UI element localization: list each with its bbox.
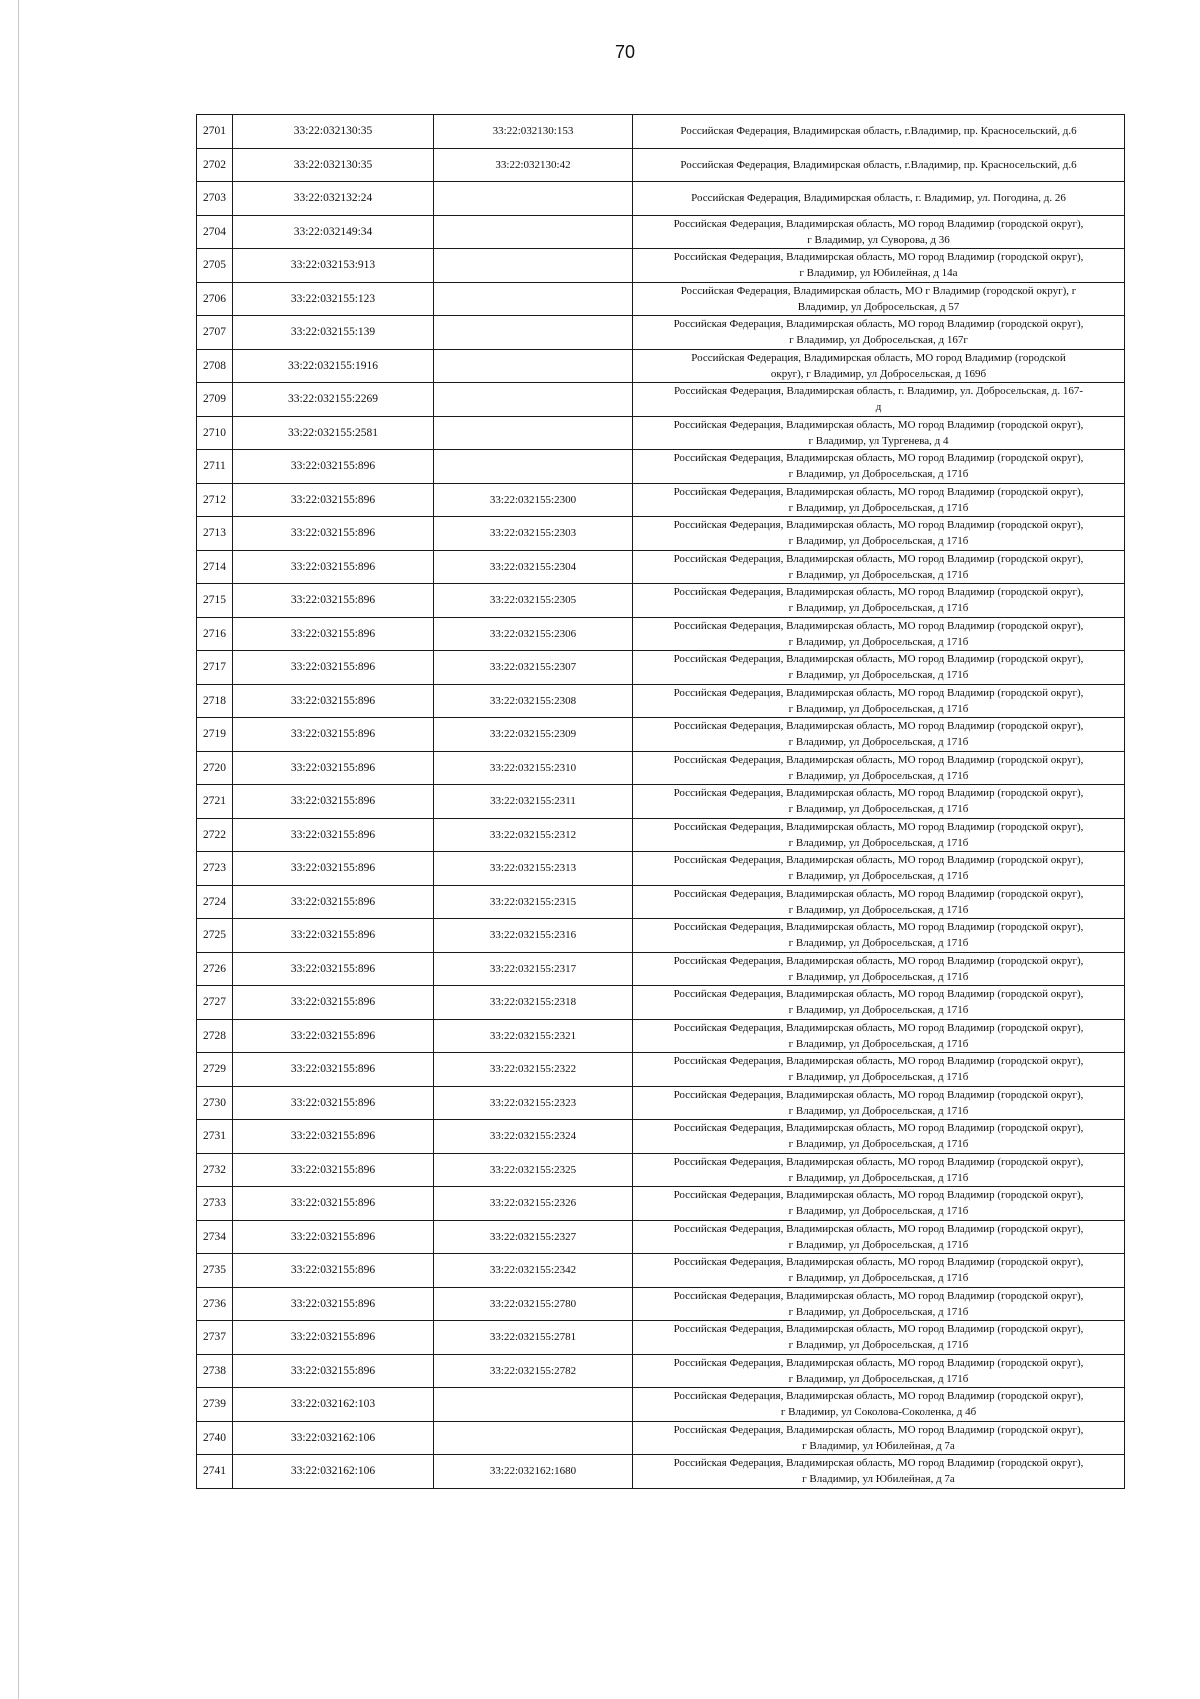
address-cell <box>633 1321 1125 1355</box>
address-cell <box>633 517 1125 551</box>
table-row <box>197 1120 1125 1154</box>
address-line-1: Российская Федерация, Владимирская область, г. Владимир, ул. Добросельская, д. 167- <box>673 385 1084 398</box>
table-row <box>197 584 1125 618</box>
address-line-1: Российская Федерация, Владимирская область, МО город Владимир (городской округ), <box>673 887 1084 900</box>
address-line-2: г Владимир, ул Добросельская, д 171б <box>788 468 969 481</box>
address-line-2: г Владимир, ул Добросельская, д 171б <box>788 568 969 581</box>
table-row <box>197 885 1125 919</box>
address-cell <box>633 1220 1125 1254</box>
address-cell <box>633 1421 1125 1455</box>
cadastral-number-cell: 33:22:032155:896 <box>233 1287 434 1321</box>
address-cell <box>633 952 1125 986</box>
address-line-2: округ), г Владимир, ул Добросельская, д 169б <box>770 367 987 380</box>
row-number-cell: 2701 <box>197 115 233 149</box>
cadastral-number-cell: 33:22:032155:896 <box>233 584 434 618</box>
address-cell <box>633 718 1125 752</box>
address-line-2: г Владимир, ул Юбилейная, д 14а <box>799 267 958 280</box>
address-cell <box>633 383 1125 417</box>
row-number-cell: 2704 <box>197 215 233 249</box>
address-line-1: Российская Федерация, Владимирская область, МО город Владимир (городской округ), <box>673 519 1084 532</box>
table-row <box>197 383 1125 417</box>
table-row <box>197 349 1125 383</box>
cadastral-number-cell: 33:22:032149:34 <box>233 215 434 249</box>
address-line-2: г Владимир, ул Добросельская, д 171б <box>788 1272 969 1285</box>
scan-edge-line <box>18 0 19 1699</box>
row-number-cell: 2727 <box>197 986 233 1020</box>
address-line-1: Российская Федерация, Владимирская область, МО город Владимир (городской округ), <box>673 1457 1084 1470</box>
address-line-2: г Владимир, ул Добросельская, д 171б <box>788 702 969 715</box>
address-cell <box>633 919 1125 953</box>
table-row <box>197 249 1125 283</box>
cadastral-number-cell: 33:22:032162:106 <box>233 1455 434 1489</box>
object-number-cell: 33:22:032155:2323 <box>434 1086 633 1120</box>
address-line-2: г Владимир, ул Добросельская, д 171б <box>788 1104 969 1117</box>
object-number-cell: 33:22:032155:2310 <box>434 751 633 785</box>
row-number-cell: 2712 <box>197 483 233 517</box>
table-row <box>197 919 1125 953</box>
object-number-cell: 33:22:032155:2304 <box>434 550 633 584</box>
address-cell <box>633 1287 1125 1321</box>
address-cell <box>633 1086 1125 1120</box>
cadastral-number-cell: 33:22:032155:896 <box>233 517 434 551</box>
row-number-cell: 2720 <box>197 751 233 785</box>
cadastral-number-cell: 33:22:032155:896 <box>233 1354 434 1388</box>
object-number-cell: 33:22:032155:2782 <box>434 1354 633 1388</box>
address-cell <box>633 182 1125 216</box>
address-line-2: г Владимир, ул Добросельская, д 171б <box>788 970 969 983</box>
address-line-1: Российская Федерация, Владимирская область, МО город Владимир (городской округ), <box>673 988 1084 1001</box>
cadastral-number-cell: 33:22:032155:139 <box>233 316 434 350</box>
address-line-1: Российская Федерация, Владимирская область, МО город Владимир (городской округ), <box>673 954 1084 967</box>
cadastral-number-cell: 33:22:032155:896 <box>233 818 434 852</box>
table-row <box>197 215 1125 249</box>
address-line-2: г Владимир, ул Добросельская, д 171б <box>788 1305 969 1318</box>
table-row <box>197 751 1125 785</box>
table-row <box>197 785 1125 819</box>
object-number-cell: 33:22:032155:2327 <box>434 1220 633 1254</box>
row-number-cell: 2741 <box>197 1455 233 1489</box>
address-line-2: г Владимир, ул Добросельская, д 171б <box>788 903 969 916</box>
address-cell <box>633 215 1125 249</box>
address-line-2: г Владимир, ул Соколова-Соколенка, д 4б <box>780 1406 977 1419</box>
object-number-cell: 33:22:032155:2307 <box>434 651 633 685</box>
page-number: 70 <box>614 42 636 62</box>
address-line-1: Российская Федерация, Владимирская область, МО город Владимир (городской округ), <box>673 1289 1084 1302</box>
cadastral-number-cell: 33:22:032155:896 <box>233 986 434 1020</box>
address-line-1: Российская Федерация, Владимирская область, г.Владимир, пр. Красносельский, д.6 <box>680 125 1077 138</box>
object-number-cell: 33:22:032155:2300 <box>434 483 633 517</box>
object-number-cell: 33:22:032155:2324 <box>434 1120 633 1154</box>
row-number-cell: 2707 <box>197 316 233 350</box>
row-number-cell: 2709 <box>197 383 233 417</box>
object-number-cell: 33:22:032155:2315 <box>434 885 633 919</box>
address-line-2: г Владимир, ул Добросельская, д 171б <box>788 669 969 682</box>
row-number-cell: 2706 <box>197 282 233 316</box>
row-number-cell: 2714 <box>197 550 233 584</box>
object-number-cell: 33:22:032130:153 <box>434 115 633 149</box>
row-number-cell: 2716 <box>197 617 233 651</box>
cadastral-number-cell: 33:22:032155:896 <box>233 617 434 651</box>
object-number-cell: 33:22:032155:2317 <box>434 952 633 986</box>
address-line-1: Российская Федерация, Владимирская область, МО город Владимир (городской округ), <box>673 1423 1084 1436</box>
address-line-1: Российская Федерация, Владимирская область, МО город Владимир (городской округ), <box>673 686 1084 699</box>
object-number-cell: 33:22:032155:2322 <box>434 1053 633 1087</box>
row-number-cell: 2734 <box>197 1220 233 1254</box>
address-cell <box>633 483 1125 517</box>
cadastral-number-cell: 33:22:032155:1916 <box>233 349 434 383</box>
row-number-cell: 2702 <box>197 148 233 182</box>
cadastral-number-cell: 33:22:032155:896 <box>233 483 434 517</box>
cadastral-number-cell: 33:22:032155:896 <box>233 651 434 685</box>
address-cell <box>633 550 1125 584</box>
row-number-cell: 2713 <box>197 517 233 551</box>
address-cell <box>633 316 1125 350</box>
cadastral-number-cell: 33:22:032153:913 <box>233 249 434 283</box>
object-number-cell <box>434 1388 633 1422</box>
address-line-2: г Владимир, ул Тургенева, д 4 <box>808 434 949 447</box>
cadastral-number-cell: 33:22:032155:896 <box>233 684 434 718</box>
registry-table-body <box>197 115 1125 1489</box>
address-cell <box>633 450 1125 484</box>
address-line-2: г Владимир, ул Добросельская, д 171б <box>788 1372 969 1385</box>
address-line-2: г Владимир, ул Добросельская, д 171б <box>788 836 969 849</box>
row-number-cell: 2733 <box>197 1187 233 1221</box>
table-row <box>197 1388 1125 1422</box>
address-line-1: Российская Федерация, Владимирская область, МО город Владимир (городской округ), <box>673 418 1084 431</box>
address-line-2: г Владимир, ул Суворова, д 36 <box>807 233 950 246</box>
object-number-cell <box>434 215 633 249</box>
address-cell <box>633 986 1125 1020</box>
cadastral-number-cell: 33:22:032155:896 <box>233 1053 434 1087</box>
cadastral-number-cell: 33:22:032155:896 <box>233 885 434 919</box>
address-cell <box>633 1254 1125 1288</box>
cadastral-number-cell: 33:22:032155:896 <box>233 751 434 785</box>
table-row <box>197 550 1125 584</box>
table-row <box>197 1254 1125 1288</box>
address-line-1: Российская Федерация, Владимирская область, МО город Владимир (городской округ), <box>673 1323 1084 1336</box>
table-row <box>197 818 1125 852</box>
cadastral-number-cell: 33:22:032132:24 <box>233 182 434 216</box>
address-cell <box>633 249 1125 283</box>
object-number-cell: 33:22:032155:2325 <box>434 1153 633 1187</box>
address-line-1: Российская Федерация, Владимирская область, МО город Владимир (городской округ), <box>673 1088 1084 1101</box>
address-cell <box>633 1120 1125 1154</box>
address-cell <box>633 1388 1125 1422</box>
object-number-cell: 33:22:032155:2303 <box>434 517 633 551</box>
address-line-2: г Владимир, ул Юбилейная, д 7а <box>802 1473 955 1486</box>
table-row <box>197 852 1125 886</box>
address-line-2: г Владимир, ул Добросельская, д 171б <box>788 937 969 950</box>
address-line-2: г Владимир, ул Добросельская, д 167г <box>789 334 968 347</box>
table-row <box>197 1153 1125 1187</box>
table-row <box>197 115 1125 149</box>
address-cell <box>633 684 1125 718</box>
table-row <box>197 617 1125 651</box>
object-number-cell <box>434 450 633 484</box>
row-number-cell: 2740 <box>197 1421 233 1455</box>
cadastral-number-cell: 33:22:032155:896 <box>233 450 434 484</box>
object-number-cell: 33:22:032155:2316 <box>434 919 633 953</box>
table-row <box>197 1220 1125 1254</box>
object-number-cell: 33:22:032155:2780 <box>434 1287 633 1321</box>
object-number-cell <box>434 1421 633 1455</box>
address-cell <box>633 416 1125 450</box>
address-line-1: Российская Федерация, Владимирская область, МО город Владимир (городской округ), <box>673 653 1084 666</box>
address-cell <box>633 115 1125 149</box>
row-number-cell: 2729 <box>197 1053 233 1087</box>
object-number-cell <box>434 349 633 383</box>
address-line-2: д <box>875 401 882 414</box>
table-row <box>197 1421 1125 1455</box>
object-number-cell: 33:22:032155:2781 <box>434 1321 633 1355</box>
address-line-1: Российская Федерация, Владимирская область, МО город Владимир (городской округ), <box>673 619 1084 632</box>
object-number-cell <box>434 383 633 417</box>
address-line-1: Российская Федерация, Владимирская область, МО город Владимир (городской округ), <box>673 217 1084 230</box>
cadastral-number-cell: 33:22:032155:896 <box>233 1187 434 1221</box>
address-line-1: Российская Федерация, Владимирская область, МО город Владимир (городской округ), <box>673 586 1084 599</box>
address-line-2: г Владимир, ул Добросельская, д 171б <box>788 769 969 782</box>
address-line-1: Российская Федерация, Владимирская область, г.Владимир, пр. Красносельский, д.6 <box>680 158 1077 171</box>
address-cell <box>633 852 1125 886</box>
table-row <box>197 1187 1125 1221</box>
address-line-1: Российская Федерация, Владимирская область, МО город Владимир (городской <box>691 351 1066 364</box>
row-number-cell: 2726 <box>197 952 233 986</box>
object-number-cell: 33:22:032155:2318 <box>434 986 633 1020</box>
address-cell <box>633 785 1125 819</box>
cadastral-number-cell: 33:22:032162:103 <box>233 1388 434 1422</box>
address-cell <box>633 651 1125 685</box>
cadastral-number-cell: 33:22:032155:896 <box>233 952 434 986</box>
cadastral-number-cell: 33:22:032155:896 <box>233 1321 434 1355</box>
address-cell <box>633 1455 1125 1489</box>
address-line-2: г Владимир, ул Добросельская, д 171б <box>788 1071 969 1084</box>
cadastral-number-cell: 33:22:032162:106 <box>233 1421 434 1455</box>
cadastral-number-cell: 33:22:032155:896 <box>233 1153 434 1187</box>
row-number-cell: 2711 <box>197 450 233 484</box>
address-cell <box>633 818 1125 852</box>
address-line-2: г Владимир, ул Добросельская, д 171б <box>788 1037 969 1050</box>
cadastral-number-cell: 33:22:032155:896 <box>233 1254 434 1288</box>
row-number-cell: 2724 <box>197 885 233 919</box>
object-number-cell <box>434 249 633 283</box>
address-line-2: г Владимир, ул Добросельская, д 171б <box>788 602 969 615</box>
address-line-2: Владимир, ул Добросельская, д 57 <box>797 300 960 313</box>
object-number-cell: 33:22:032155:2312 <box>434 818 633 852</box>
address-cell <box>633 282 1125 316</box>
row-number-cell: 2732 <box>197 1153 233 1187</box>
address-line-1: Российская Федерация, Владимирская область, МО город Владимир (городской округ), <box>673 720 1084 733</box>
table-row <box>197 1086 1125 1120</box>
address-cell <box>633 349 1125 383</box>
row-number-cell: 2717 <box>197 651 233 685</box>
address-line-1: Российская Федерация, Владимирская область, МО город Владимир (городской округ), <box>673 753 1084 766</box>
address-line-1: Российская Федерация, Владимирская область, МО город Владимир (городской округ), <box>673 251 1084 264</box>
row-number-cell: 2705 <box>197 249 233 283</box>
cadastral-number-cell: 33:22:032155:896 <box>233 1019 434 1053</box>
row-number-cell: 2723 <box>197 852 233 886</box>
table-row <box>197 1019 1125 1053</box>
object-number-cell <box>434 282 633 316</box>
table-row <box>197 316 1125 350</box>
cadastral-number-cell: 33:22:032155:896 <box>233 785 434 819</box>
row-number-cell: 2736 <box>197 1287 233 1321</box>
address-line-2: г Владимир, ул Юбилейная, д 7а <box>802 1439 955 1452</box>
object-number-cell: 33:22:032155:2342 <box>434 1254 633 1288</box>
address-cell <box>633 584 1125 618</box>
row-number-cell: 2739 <box>197 1388 233 1422</box>
address-line-1: Российская Федерация, Владимирская область, МО город Владимир (городской округ), <box>673 1390 1084 1403</box>
table-row <box>197 718 1125 752</box>
table-row <box>197 416 1125 450</box>
address-cell <box>633 1019 1125 1053</box>
table-row <box>197 148 1125 182</box>
object-number-cell: 33:22:032155:2305 <box>434 584 633 618</box>
row-number-cell: 2719 <box>197 718 233 752</box>
address-line-1: Российская Федерация, Владимирская область, МО г Владимир (городской округ), г <box>680 284 1077 297</box>
table-row <box>197 450 1125 484</box>
address-line-2: г Владимир, ул Добросельская, д 171б <box>788 1339 969 1352</box>
row-number-cell: 2710 <box>197 416 233 450</box>
row-number-cell: 2728 <box>197 1019 233 1053</box>
table-row <box>197 1321 1125 1355</box>
cadastral-number-cell: 33:22:032155:2269 <box>233 383 434 417</box>
address-line-1: Российская Федерация, Владимирская область, МО город Владимир (городской округ), <box>673 485 1084 498</box>
address-line-1: Российская Федерация, Владимирская область, МО город Владимир (городской округ), <box>673 1021 1084 1034</box>
table-row <box>197 282 1125 316</box>
object-number-cell: 33:22:032155:2326 <box>434 1187 633 1221</box>
cadastral-number-cell: 33:22:032155:896 <box>233 919 434 953</box>
object-number-cell: 33:22:032155:2321 <box>434 1019 633 1053</box>
address-line-1: Российская Федерация, Владимирская область, г. Владимир, ул. Погодина, д. 26 <box>691 192 1066 205</box>
table-row <box>197 1287 1125 1321</box>
address-line-1: Российская Федерация, Владимирская область, МО город Владимир (городской округ), <box>673 1122 1084 1135</box>
address-line-1: Российская Федерация, Владимирская область, МО город Владимир (городской округ), <box>673 318 1084 331</box>
address-line-2: г Владимир, ул Добросельская, д 171б <box>788 870 969 883</box>
row-number-cell: 2735 <box>197 1254 233 1288</box>
table-row <box>197 651 1125 685</box>
address-line-2: г Владимир, ул Добросельская, д 171б <box>788 1004 969 1017</box>
address-line-1: Российская Федерация, Владимирская область, МО город Владимир (городской округ), <box>673 820 1084 833</box>
object-number-cell: 33:22:032155:2308 <box>434 684 633 718</box>
address-cell <box>633 1354 1125 1388</box>
table-row <box>197 1354 1125 1388</box>
cadastral-number-cell: 33:22:032155:896 <box>233 1220 434 1254</box>
table-row <box>197 517 1125 551</box>
address-cell <box>633 1153 1125 1187</box>
address-line-1: Российская Федерация, Владимирская область, МО город Владимир (городской округ), <box>673 854 1084 867</box>
registry-table <box>196 114 1125 1489</box>
object-number-cell: 33:22:032155:2311 <box>434 785 633 819</box>
address-line-1: Российская Федерация, Владимирская область, МО город Владимир (городской округ), <box>673 1222 1084 1235</box>
table-row <box>197 952 1125 986</box>
address-line-1: Российская Федерация, Владимирская область, МО город Владимир (городской округ), <box>673 552 1084 565</box>
address-cell <box>633 148 1125 182</box>
address-line-1: Российская Федерация, Владимирская область, МО город Владимир (городской округ), <box>673 921 1084 934</box>
object-number-cell: 33:22:032155:2306 <box>434 617 633 651</box>
row-number-cell: 2715 <box>197 584 233 618</box>
address-line-1: Российская Федерация, Владимирская область, МО город Владимир (городской округ), <box>673 452 1084 465</box>
address-cell <box>633 885 1125 919</box>
row-number-cell: 2737 <box>197 1321 233 1355</box>
address-cell <box>633 751 1125 785</box>
row-number-cell: 2722 <box>197 818 233 852</box>
object-number-cell <box>434 416 633 450</box>
address-line-2: г Владимир, ул Добросельская, д 171б <box>788 501 969 514</box>
address-line-1: Российская Федерация, Владимирская область, МО город Владимир (городской округ), <box>673 1256 1084 1269</box>
table-row <box>197 684 1125 718</box>
cadastral-number-cell: 33:22:032155:896 <box>233 550 434 584</box>
row-number-cell: 2730 <box>197 1086 233 1120</box>
row-number-cell: 2703 <box>197 182 233 216</box>
address-line-2: г Владимир, ул Добросельская, д 171б <box>788 1205 969 1218</box>
address-line-2: г Владимир, ул Добросельская, д 171б <box>788 535 969 548</box>
cadastral-number-cell: 33:22:032130:35 <box>233 148 434 182</box>
address-line-2: г Владимир, ул Добросельская, д 171б <box>788 1238 969 1251</box>
row-number-cell: 2738 <box>197 1354 233 1388</box>
row-number-cell: 2718 <box>197 684 233 718</box>
cadastral-number-cell: 33:22:032155:896 <box>233 852 434 886</box>
cadastral-number-cell: 33:22:032155:2581 <box>233 416 434 450</box>
address-line-2: г Владимир, ул Добросельская, д 171б <box>788 1171 969 1184</box>
cadastral-number-cell: 33:22:032155:896 <box>233 1120 434 1154</box>
cadastral-number-cell: 33:22:032155:123 <box>233 282 434 316</box>
table-row <box>197 1053 1125 1087</box>
row-number-cell: 2708 <box>197 349 233 383</box>
address-line-1: Российская Федерация, Владимирская область, МО город Владимир (городской округ), <box>673 787 1084 800</box>
table-row <box>197 986 1125 1020</box>
address-line-1: Российская Федерация, Владимирская область, МО город Владимир (городской округ), <box>673 1155 1084 1168</box>
address-line-1: Российская Федерация, Владимирская область, МО город Владимир (городской округ), <box>673 1055 1084 1068</box>
address-cell <box>633 1187 1125 1221</box>
table-row <box>197 483 1125 517</box>
address-line-2: г Владимир, ул Добросельская, д 171б <box>788 635 969 648</box>
address-line-2: г Владимир, ул Добросельская, д 171б <box>788 1138 969 1151</box>
row-number-cell: 2721 <box>197 785 233 819</box>
object-number-cell: 33:22:032162:1680 <box>434 1455 633 1489</box>
object-number-cell: 33:22:032155:2309 <box>434 718 633 752</box>
object-number-cell: 33:22:032130:42 <box>434 148 633 182</box>
object-number-cell <box>434 182 633 216</box>
address-cell <box>633 617 1125 651</box>
address-line-1: Российская Федерация, Владимирская область, МО город Владимир (городской округ), <box>673 1189 1084 1202</box>
address-line-2: г Владимир, ул Добросельская, д 171б <box>788 803 969 816</box>
cadastral-number-cell: 33:22:032155:896 <box>233 718 434 752</box>
cadastral-number-cell: 33:22:032130:35 <box>233 115 434 149</box>
table-row <box>197 1455 1125 1489</box>
row-number-cell: 2725 <box>197 919 233 953</box>
cadastral-number-cell: 33:22:032155:896 <box>233 1086 434 1120</box>
address-line-1: Российская Федерация, Владимирская область, МО город Владимир (городской округ), <box>673 1356 1084 1369</box>
table-row <box>197 182 1125 216</box>
object-number-cell: 33:22:032155:2313 <box>434 852 633 886</box>
object-number-cell <box>434 316 633 350</box>
address-line-2: г Владимир, ул Добросельская, д 171б <box>788 736 969 749</box>
row-number-cell: 2731 <box>197 1120 233 1154</box>
address-cell <box>633 1053 1125 1087</box>
